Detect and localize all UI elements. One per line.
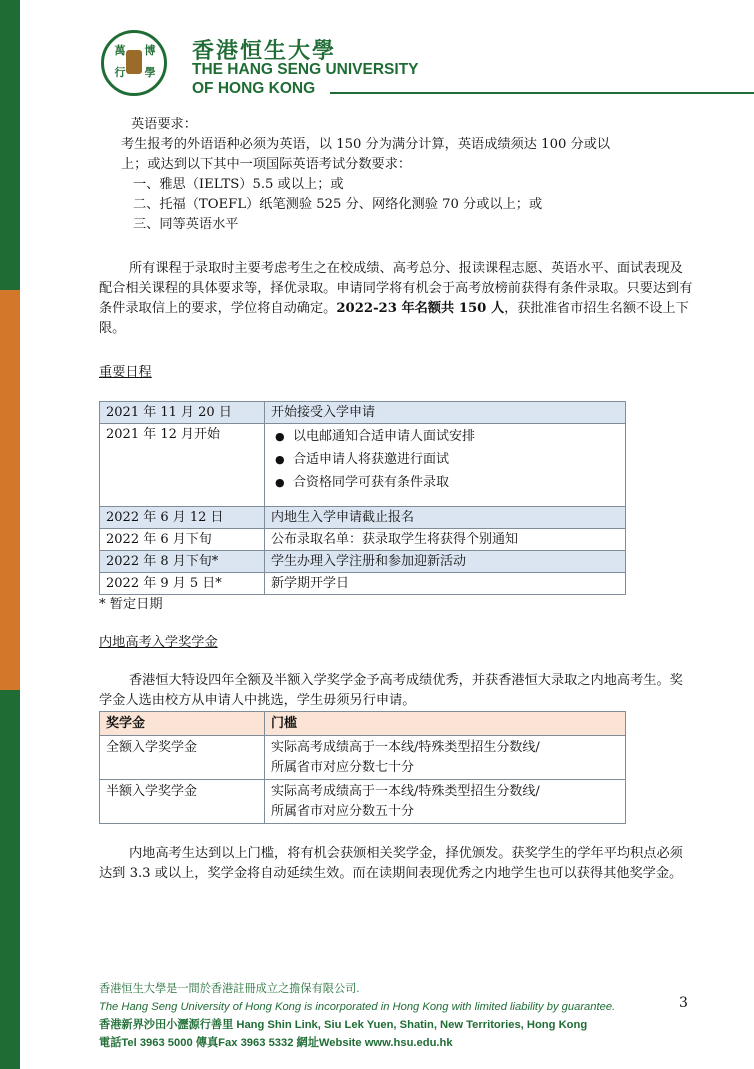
- schedule-event: 内地生入学申请截止报名: [265, 507, 626, 529]
- footer-line-chinese: 香港恒生大學是一間於香港註冊成立之擔保有限公司.: [99, 983, 360, 995]
- admission-text1: 所有课程于录取时主要考虑考生之在校成绩、高考总分、报读课程志愿、英语水平、面试表现及配合相关课程的具体要求等，择优录取。申请同学将有机会于高考放榜前获得有条件录取。只要达到有条件录取信上的要求，学位将自动确定。: [99, 261, 693, 316]
- logo-char: 萬: [114, 44, 126, 57]
- english-line2: 上；或达到以下其中一项国际英语考试分数要求：: [121, 157, 412, 172]
- side-bar-green-bottom: [0, 690, 20, 1069]
- scholarship-name: 全额入学奖学金: [100, 736, 265, 780]
- schedule-event: 公布录取名单：获录取学生将获得个别通知: [265, 529, 626, 551]
- scholarship-closing: 内地高考生达到以上门槛，将有机会获颁相关奖学金，择优颁发。获奖学生的学年平均积点必须达到 3.3 或以上，奖学金将自动延续生效。而在读期间表现优秀之内地学生也可以获得其他奖学金。: [99, 846, 683, 881]
- list-item: ● 合适申请人将获邀进行面试: [271, 448, 619, 471]
- scholarship-requirement: [265, 736, 626, 780]
- table-row: [100, 736, 626, 780]
- table-row: [100, 424, 626, 507]
- schedule-date: 2022 年 6 月 12 日: [100, 507, 265, 529]
- schedule-date: 2022 年 8 月下旬*: [100, 551, 265, 573]
- schedule-heading: 重要日程: [99, 365, 152, 380]
- requirement-line: 所属省市对应分数五十分: [271, 804, 415, 819]
- footer-contact: 電話Tel 3963 5000 傳真Fax 3963 5332 網址Website www.hsu.edu.hk: [99, 1037, 453, 1049]
- scholarship-heading: 内地高考入学奖学金: [99, 635, 218, 650]
- schedule-note: * 暂定日期: [99, 597, 163, 612]
- logo-char: 學: [144, 66, 156, 79]
- header-divider: [330, 92, 754, 94]
- schedule-event: 开始接受入学申请: [265, 402, 626, 424]
- scholarship-requirement: [265, 780, 626, 824]
- english-line1: 考生报考的外语语种必须为英语，以 150 分为满分计算，英语成绩须达 100 分或以: [121, 137, 611, 152]
- logo-char: 行: [114, 66, 126, 79]
- admission-quota: 2022-23 年名额共 150 人: [336, 301, 505, 316]
- english-title: 英语要求：: [131, 117, 197, 132]
- english-item-2: 二、托福（TOEFL）纸笔测验 525 分、网络化测验 70 分或以上；或: [133, 197, 543, 212]
- admission-paragraph: [99, 259, 695, 339]
- scholarship-intro: 香港恒大特设四年全额及半额入学奖学金予高考成绩优秀，并获香港恒大录取之内地高考生。奖学金人选由校方从申请人中挑选，学生毋须另行申请。: [99, 673, 683, 708]
- column-header: 门槛: [265, 712, 626, 736]
- footer-line-english: The Hang Seng University of Hong Kong is incorporated in Hong Kong with limited liability by guarantee.: [99, 1001, 616, 1013]
- university-logo: [101, 30, 167, 96]
- table-row: [100, 507, 626, 529]
- logo-emblem-icon: [126, 50, 142, 74]
- admission-text2: ，获批准省市招生名额不设上下限。: [99, 301, 689, 336]
- column-header: 奖学金: [100, 712, 265, 736]
- schedule-date: 2022 年 9 月 5 日*: [100, 573, 265, 595]
- table-row: [100, 551, 626, 573]
- scholarship-name: 半额入学奖学金: [100, 780, 265, 824]
- logo-char: 博: [144, 44, 156, 57]
- page-number: 3: [679, 995, 688, 1011]
- document-body: [99, 115, 695, 884]
- requirement-line: 实际高考成绩高于一本线/特殊类型招生分数线/: [271, 784, 540, 799]
- schedule-table: [99, 401, 626, 595]
- schedule-event: 新学期开学日: [265, 573, 626, 595]
- requirement-line: 所属省市对应分数七十分: [271, 760, 415, 775]
- footer-address: 香港新界沙田小瀝源行善里 Hang Shin Link, Siu Lek Yuen, Shatin, New Territories, Hong Kong: [99, 1019, 588, 1031]
- schedule-date: 2022 年 6 月下旬: [100, 529, 265, 551]
- table-row: [100, 402, 626, 424]
- list-item: ● 以电邮通知合适申请人面试安排: [271, 425, 619, 448]
- list-item: ● 合资格同学可获有条件录取: [271, 471, 619, 494]
- university-name-line1: THE HANG SENG UNIVERSITY: [192, 61, 419, 78]
- table-header-row: [100, 712, 626, 736]
- english-item-3: 三、同等英语水平: [133, 217, 239, 232]
- university-name-chinese: 香港恒生大學: [192, 39, 337, 64]
- table-row: [100, 573, 626, 595]
- schedule-date: 2021 年 12 月开始: [100, 424, 265, 507]
- english-item-1: 一、雅思（IELTS）5.5 或以上；或: [133, 177, 344, 192]
- table-row: [100, 780, 626, 824]
- schedule-event-list: [265, 424, 626, 507]
- scholarship-table: [99, 711, 626, 824]
- university-name-line2: OF HONG KONG: [192, 80, 316, 97]
- schedule-date: 2021 年 11 月 20 日: [100, 402, 265, 424]
- page-footer: [99, 980, 615, 1052]
- table-row: [100, 529, 626, 551]
- requirement-line: 实际高考成绩高于一本线/特殊类型招生分数线/: [271, 740, 540, 755]
- schedule-event: 学生办理入学注册和参加迎新活动: [265, 551, 626, 573]
